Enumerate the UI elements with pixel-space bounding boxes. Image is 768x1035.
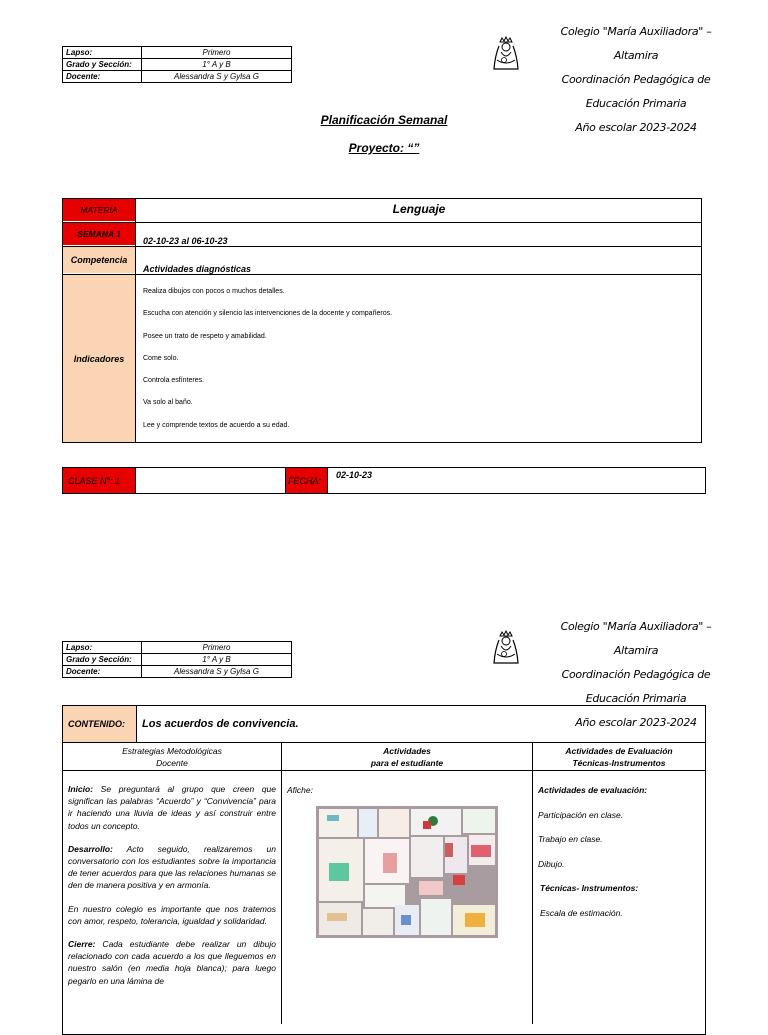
school-coordination: Coordinación Pedagógica de Educación Primaria (561, 668, 711, 705)
col-header-evaluacion (533, 745, 705, 769)
evaluacion-item: Trabajo en clase. (538, 834, 603, 844)
info-label: Docente: (63, 666, 142, 678)
desarrollo-paragraph (68, 843, 276, 892)
evaluacion-list (538, 785, 698, 932)
page-title: Planificación Semanal (320, 113, 448, 127)
desarrollo-text: Acto seguido, realizaremos un conversatorio con los estudiantes sobre la importancia de tener acuerdos para que las relaciones humanas se den de manera positiva y en armonía. (68, 843, 276, 891)
inicio-text: Se preguntará al grupo que creen que significan las palabras “Acuerdo” y “Convivencia” para ir haciendo una lluvia de ideas y así construir entre todos un concepto. (68, 784, 276, 831)
maria-auxiliadora-logo-icon (491, 630, 521, 666)
competencia-label: Competencia (63, 247, 135, 273)
fecha-value: 02-10-23 (336, 470, 373, 480)
info-value: Primero (142, 642, 292, 654)
col-header-line: Docente (156, 758, 188, 768)
col-header-actividades (282, 745, 532, 769)
col-header-line: Actividades (383, 746, 431, 756)
school-coordination: Coordinación Pedagógica de Educación Primaria (561, 73, 711, 110)
school-year: Año escolar 2023-2024 (575, 121, 697, 134)
info-table (62, 641, 292, 678)
maria-auxiliadora-logo-icon (491, 36, 521, 72)
cierre-label: Cierre: (68, 939, 96, 950)
table-divider (63, 742, 705, 743)
info-label: Lapso: (63, 47, 142, 59)
indicador-item: Posee un trato de respeto y amabilidad. (143, 332, 267, 340)
colegio-paragraph: En nuestro colegio es importante que nos tratemos con amor, respeto, tolerancia, igualdad y solidaridad. (68, 903, 276, 926)
school-name: Colegio "María Auxiliadora" – Altamira (560, 620, 712, 657)
info-value: 1° A y B (142, 59, 292, 71)
inicio-paragraph (68, 783, 276, 832)
evaluacion-item: Participación en clase. (538, 809, 624, 820)
semana-value: 02-10-23 al 06-10-23 (143, 236, 228, 246)
info-label: Grado y Sección: (63, 59, 142, 71)
table-divider (135, 199, 136, 442)
afiche-image (316, 806, 498, 938)
evaluacion-item: Dibujo. (538, 858, 565, 869)
info-label: Docente: (63, 71, 142, 83)
school-name: Colegio "María Auxiliadora" – Altamira (560, 25, 712, 62)
tecnicas-title: Técnicas- Instrumentos: (540, 883, 639, 893)
indicador-item: Realiza dibujos con pocos o muchos detalles. (143, 288, 285, 295)
afiche-label: Afiche: (287, 785, 313, 795)
project-title: Proyecto: “” (348, 141, 420, 155)
info-value: Alessandra S y Gylsa G (142, 666, 292, 678)
table-divider (63, 222, 702, 223)
fecha-label: FECHA: (286, 468, 327, 493)
indicador-item: Escucha con atención y silencio las intervenciones de la docente y compañeros. (143, 310, 393, 318)
school-year: Año escolar 2023-2024 (575, 716, 697, 729)
materia-value: Lenguaje (392, 202, 446, 216)
table-divider (281, 743, 282, 1024)
info-value: Alessandra S y Gylsa G (142, 71, 292, 83)
col-header-line: Actividades de Evaluación (565, 746, 673, 756)
materia-label: MATERIA (63, 199, 135, 221)
clase-row (62, 467, 706, 494)
cierre-text: Cada estudiante debe realizar un dibujo relacionado con cada acuerdo a los que lleguemos en nuestro salón (en media hoja blanca); para luego pegarlo en una lámina de (68, 939, 276, 986)
table-divider (63, 274, 702, 275)
col-header-estrategias (63, 745, 281, 769)
estrategias-text (68, 783, 276, 998)
info-value: 1° A y B (142, 654, 292, 666)
col-header-line: para el estudiante (370, 758, 444, 768)
col-header-line: Estrategias Metodológicas (122, 746, 222, 756)
evaluacion-title: Actividades de evaluación: (538, 785, 648, 795)
indicador-item: Come solo. (143, 354, 179, 362)
info-value: Primero (142, 47, 292, 59)
semana-label: SEMANA 1 (63, 223, 135, 245)
indicadores-label: Indicadores (63, 275, 135, 442)
indicadores-list (143, 288, 392, 444)
table-divider (63, 246, 702, 247)
competencia-value: Actividades diagnósticas (143, 264, 252, 274)
info-label: Lapso: (63, 642, 142, 654)
table-divider (136, 706, 137, 742)
col-header-line: Técnicas-Instrumentos (572, 758, 666, 768)
inicio-label: Inicio: (68, 784, 94, 794)
clase-label: CLASE N°: 1 (63, 468, 135, 493)
indicador-item: Va solo al baño. (143, 399, 193, 407)
info-table (62, 46, 292, 83)
contenido-label: CONTENIDO: (63, 706, 136, 742)
info-label: Grado y Sección: (63, 654, 142, 666)
desarrollo-label: Desarrollo: (68, 843, 113, 854)
cierre-paragraph (68, 938, 276, 987)
table-divider (532, 743, 533, 1024)
contenido-value: Los acuerdos de convivencia. (142, 718, 299, 730)
table-divider (63, 770, 705, 771)
indicador-item: Controla esfínteres. (143, 377, 205, 385)
table-divider (135, 468, 136, 493)
indicador-item: Lee y comprende textos de acuerdo a su edad. (143, 421, 290, 429)
table-divider (327, 468, 328, 493)
tecnicas-item: Escala de estimación. (540, 907, 623, 918)
